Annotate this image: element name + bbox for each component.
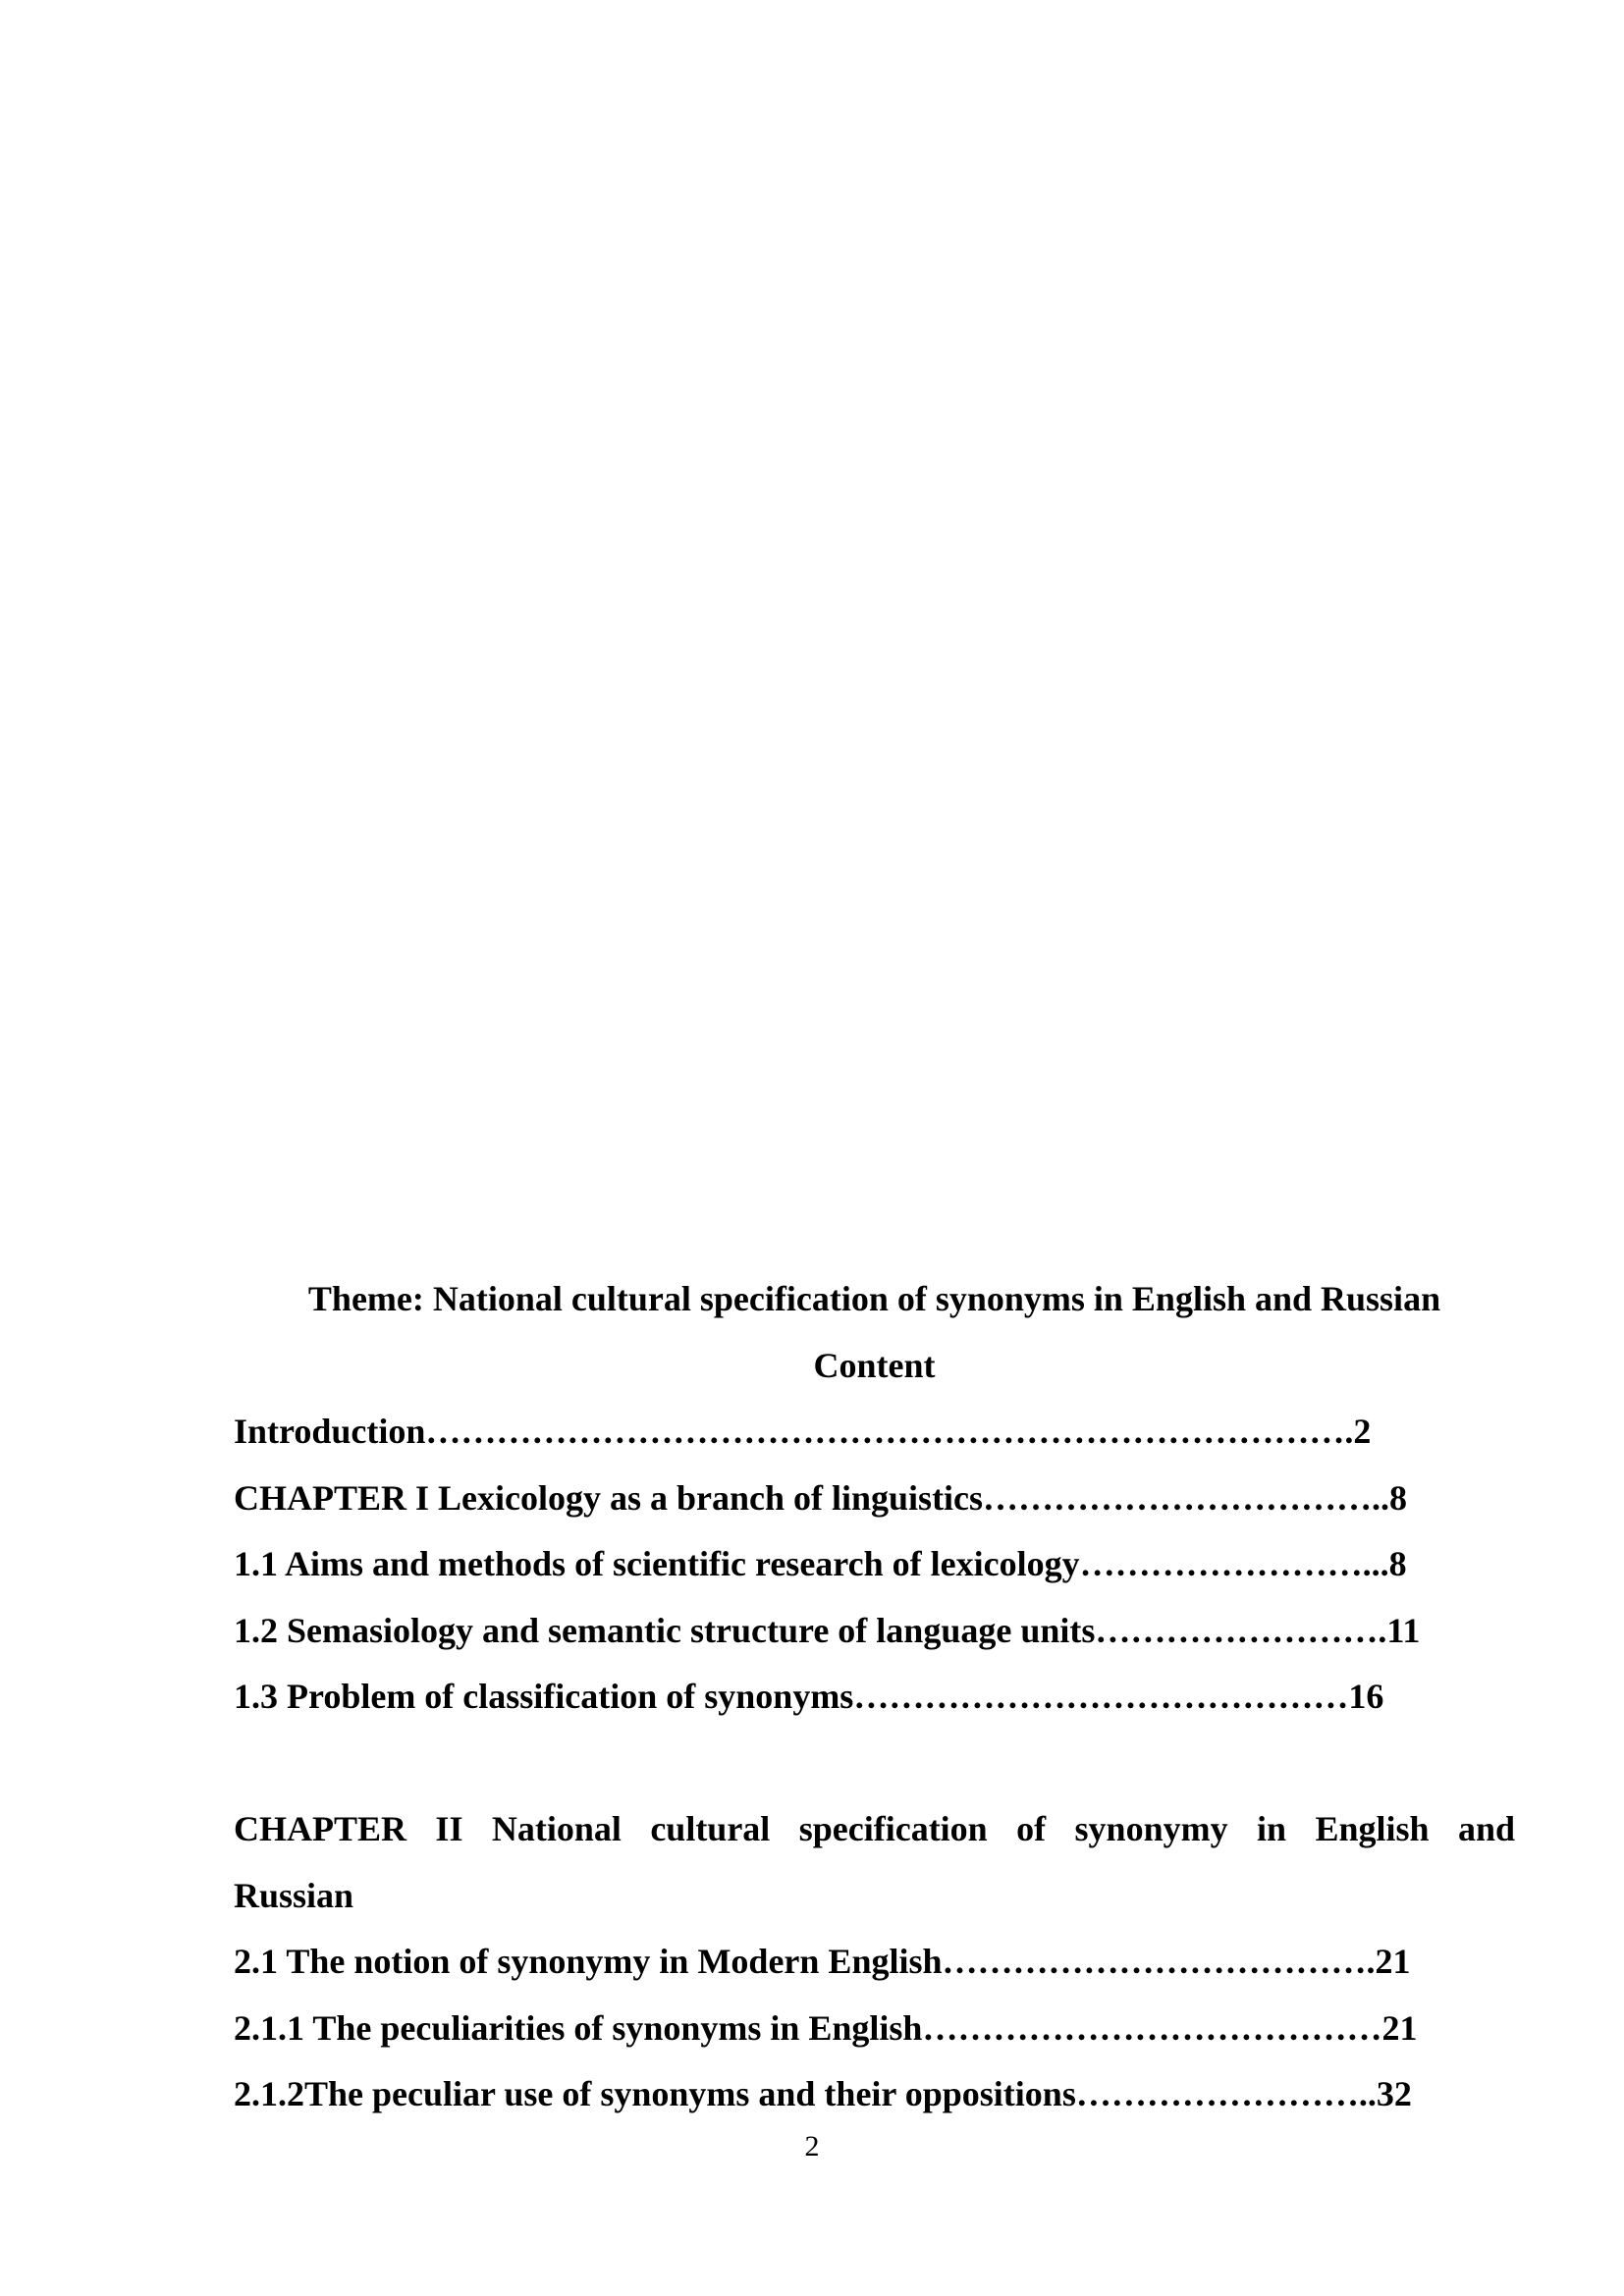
page-number: 2 <box>804 2130 820 2163</box>
toc-entry-2-1-1: 2.1.1 The peculiarities of synonyms in English…………………………………21 <box>234 2007 1418 2048</box>
toc-entry-2-1-2: 2.1.2The peculiar use of synonyms and their oppositions……………………..32 <box>234 2074 1412 2113</box>
toc-entry-chapter-2: CHAPTER II National cultural specification of synonymy in English and <box>234 1809 1515 1848</box>
content-heading: Content <box>813 1345 936 1385</box>
toc-entry-1-3: 1.3 Problem of classification of synonyms……………………………………16 <box>234 1677 1384 1716</box>
toc-entry-introduction: Introduction…………………………………………………………………….2 <box>234 1412 1372 1451</box>
toc-entry-1-1: 1.1 Aims and methods of scientific research of lexicology……………………...8 <box>234 1544 1407 1583</box>
toc-entry-2-1: 2.1 The notion of synonymy in Modern English……………………………….21 <box>234 1942 1411 1981</box>
document-body <box>234 1266 1515 2128</box>
theme-title: Theme: National cultural specification of synonyms in English and Russian <box>307 1279 1441 1318</box>
toc-entry-1-2: 1.2 Semasiology and semantic structure of language units…………………….11 <box>234 1610 1421 1650</box>
toc-entry-chapter-2-continued: Russian <box>234 1875 354 1915</box>
toc-entry-chapter-1: CHAPTER I Lexicology as a branch of linguistics……………………………..8 <box>234 1477 1408 1518</box>
blank-line <box>234 1731 1515 1797</box>
